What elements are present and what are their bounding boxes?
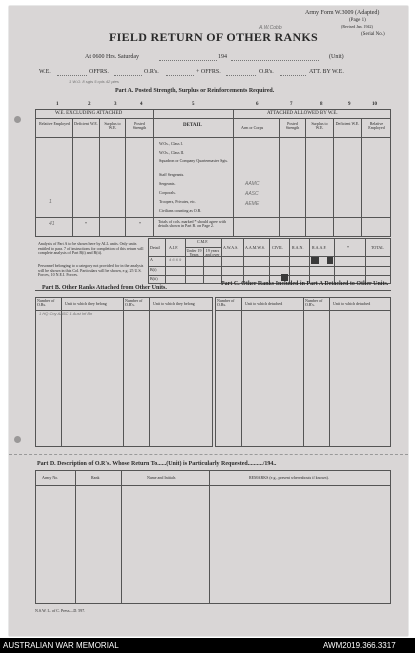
- year-label: 194: [218, 54, 227, 60]
- form-sheet: Army Form W.3009 (Adapted) (Page 1) (Revised Jan. 1942) (Serial No.) A.W.Cobb FIELD RETURN OF OTHER RANKS At 0600 Hrs. Saturday 194 (Unit) W.E. OFFRS. O.R's. + OFFRS. O.R's. ATT. BY W.E. 1 W.O. 8 sgts 5 cpls 42 ptes Part A. Posted Strength, Surplus or Reinforcements Required. 1 2 3 4 5 6 7 8 9 10 W.E. EXCLUDING ATTACHED DETAIL ATTACHED ALLOWED BY W.E. Relative Employed Deficient W.E. Surplus to W.E. Posted Strength Arm or Corps Posted Strength Surplus to W.E. Deficient W.E. Relative Employed W.Os., Class I. W.Os., Class II. Squadron or Company Quartermaster Sgts. Staff Sergeants. Sergeants. Corporals. Troopers, Privates, etc. Civilians counting as O.R. Totals of cols. marked * should agree with details shown in Part B. on Page 2. * * AAMC AASC AEME 1 41 Analysis of Part A to be shown here by ALL units. Only units entitled to para. 7 of instructions for completion of this return will complete analysis of Part B(i) and B(ii). Personnel belonging to a category not provided for in the analysis will be shown in this Col. Particulars will be shown, e.g. 25 U.S. Forces, 10 N.E.I. Forces. Detail A.I.F. C.M.F. Under 19 Years 19 years and over A.W.A.S. A.A.M.W.S. CIVIL R.A.N. R.A.A.F. * TOTAL A B(i) B(ii) 4 6 6 9 Part B. Other Ranks Attached from Other Units. Part C. Other Ranks Included in Part A Detached to Other Units. Number of O.Rs. Unit to which they belong Number of O.R's. Unit to which they belong 1 HQ Coy AASC 1 Aust Inf Bn Number of O.Rs. Unit to which detached Number of O.R's. Unit to which detached Part D. Description of O.R's. Whose Return To......(Unit) is Particularly Requested........../194.. Army No. Rank Name and Initials REMARKS (e.g., present whereabouts if known). N.S.W. L. of C. Press—D. 597.: [9, 6, 408, 636]
- row-wo-class-2: W.Os., Class II.: [159, 150, 185, 155]
- totals-note: Totals of cols. marked * should agree with details shown in Part B. on Page 2.: [158, 219, 226, 228]
- analysis-note: Analysis of Part A to be shown here by ALL units. Only units entitled to para. 7 of instructions for completion of this return will complete analysis of Part B(i) and B(ii).: [38, 241, 144, 256]
- analysis-note-other: Personnel belonging to a category not provided for in the analysis will be shown in this Col. Particulars will be shown, e.g. 25 U.S. Forces, 10 N.E.I. Forces.: [38, 263, 144, 278]
- att-by-we-label: ATT. BY W.E.: [309, 69, 344, 75]
- ors2-label: O.R's.: [259, 69, 274, 75]
- archive-name: AUSTRALIAN WAR MEMORIAL: [3, 641, 119, 650]
- part-b-title: Part B. Other Ranks Attached from Other Units.: [42, 285, 167, 291]
- punch-hole: [14, 116, 21, 123]
- ors-label: O.R's.: [144, 69, 159, 75]
- unit-label: (Unit): [329, 54, 344, 60]
- part-d-table: [35, 470, 391, 604]
- row-corporals: Corporals.: [159, 190, 176, 195]
- we-label: W.E.: [39, 69, 51, 75]
- printer-imprint: N.S.W. L. of C. Press—D. 597.: [35, 608, 86, 613]
- page-number: (Page 1): [349, 18, 366, 23]
- revision-date: (Revised Jan. 1942): [341, 24, 373, 29]
- at-time-label: At 0600 Hrs. Saturday: [85, 54, 139, 60]
- row-wo-class-1: W.Os., Class I.: [159, 141, 183, 146]
- row-sergeants: Sergeants.: [159, 181, 176, 186]
- row-civilians: Civilians counting as O.R.: [159, 208, 202, 213]
- detail-header: DETAIL: [183, 123, 202, 128]
- part-a-title: Part A. Posted Strength, Surplus or Reinforcements Required.: [115, 88, 275, 94]
- row-cqms: Squadron or Company Quartermaster Sgts.: [159, 158, 228, 163]
- archive-footer: [0, 638, 415, 653]
- serial-number-label: (Serial No.): [361, 32, 385, 37]
- plus-offrs-label: + OFFRS.: [196, 69, 221, 75]
- archive-id: AWM2019.366.3317: [323, 641, 396, 650]
- attached-allowed-header: ATTACHED ALLOWED BY W.E.: [267, 111, 338, 116]
- offrs-label: OFFRS.: [89, 69, 109, 75]
- we-excluding-header: W.E. EXCLUDING ATTACHED: [55, 111, 123, 116]
- row-privates: Troopers, Privates, etc.: [159, 199, 196, 204]
- punch-hole: [14, 436, 21, 443]
- form-title: FIELD RETURN OF OTHER RANKS: [109, 30, 319, 44]
- row-staff-sergeants: Staff Sergeants.: [159, 172, 185, 177]
- part-c-title: Part C. Other Ranks Included in Part A Detached to Other Units.: [221, 281, 389, 287]
- army-form-number: Army Form W.3009 (Adapted): [305, 10, 380, 16]
- part-d-title: Part D. Description of O.R's. Whose Return To......(Unit) is Particularly Requested........../194..: [37, 461, 277, 467]
